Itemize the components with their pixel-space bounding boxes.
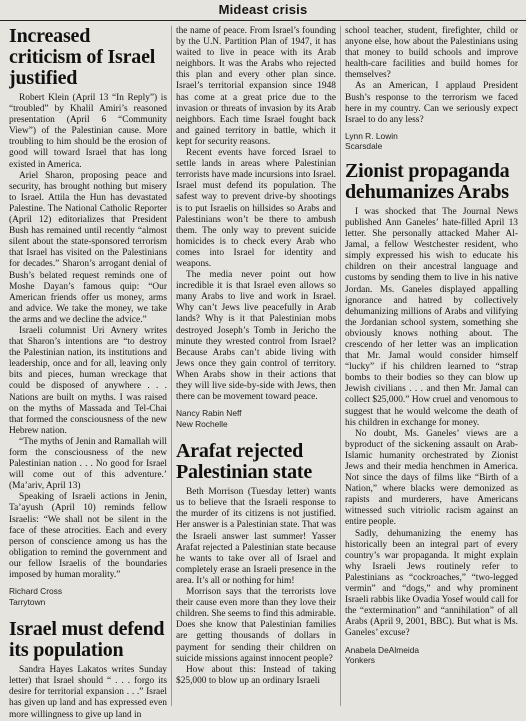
letter-paragraph: Sandra Hayes Lakatos writes Sunday letter) that Israel should “ . . . forgo its desire for territorial expansion . . .” Israel has given up land and has expressed even more willingness to give up land in (9, 665, 167, 720)
section-header (0, 0, 526, 21)
letter-paragraph: “The myths of Jenin and Ramallah will form the consciousness of the new Palestinian nation . . . No good for Israel will come out of this adventure.’ (Ma’ariv, April 13) (9, 436, 167, 492)
column-2 (176, 26, 336, 687)
column-divider (340, 26, 341, 706)
letter-paragraph: Ariel Sharon, proposing peace and security, has brought nothing but misery to Israel. Attila the Hun has devastated Palestine. The National Catholic Reporter (April 12) editorializes that President Bush has remained until recently “almost silent about the state-sponsored terrorism that Israel has visited on the Palestinians for decades.” Sharon’s arrogant denial of Bush’s belated request reminds one of Moshe Dayan’s famous quip: “Our American friends offer us money, arms and advice. We take the money, we take the arms and we decline the advice.” (9, 170, 167, 325)
author-name: Anabela DeAlmeida (345, 644, 420, 655)
letter-paragraph: Morrison says that the terrorists love their cause even more than they love their children. She seems to find this admirable. Does she know that Palestinian families are getting thousands of dollars in payment for sending their children on suicide missions against innocent people? (176, 587, 336, 664)
column-divider (171, 26, 172, 706)
letter-paragraph: Sadly, dehumanizing the enemy has historically been an integral part of every country’s war propaganda. It might explain why Israeli Jews routinely refer to Palestinians as “cockroaches,” “two-legged vermin” and “dogs,” and why prominent Israeli rabbis like Ovadia Yosef would call for the “extermination” and “annihilation” of all Arabs (April 9, 2001, BBC). But what is Ms. Ganeles’ excuse? (345, 528, 518, 639)
letter-paragraph: Beth Morrison (Tuesday letter) wants us to believe that the Israeli response to the murder of its citizens is not justified. Her answer is a Palestinian state. That was the Israeli answer last summer! Yasser Arafat rejected a Palestinian state because he wants to take over all of Israel and completely erase an Israeli presence in the area. It’s all or nothing for him! (176, 487, 336, 586)
letter-paragraph: How about this: Instead of taking $25,000 to blow up an ordinary Israeli (176, 664, 336, 686)
letter-zionist-propaganda (345, 161, 518, 666)
letter-paragraph: Israeli columnist Uri Avnery writes that Sharon’s intentions are “to destroy the Palestinian nation, its institutions and leadership, once and for all, leaving only bits and pieces, human wreckage that could be disposed of anywhere . . . Nations are built on myths. I was raised on the myths of Massada and Tel-Chai that formed the consciousness of the new Hebrew nation. (9, 325, 167, 436)
letter-headline: Zionist propaganda dehumanizes Arabs (345, 159, 510, 203)
column-1 (9, 26, 167, 721)
letter-paragraph: I was shocked that The Journal News published Ann Ganeles’ hate-filled April 13 letter. She personally attacked Maher Al-Jamal, a fellow Westchester resident, who simply expressed his wish to educate his children on their ancestral language and customs by sending them to live in his native Jordan. Ms. Ganeles displayed appalling ignorance and hatred by collectively dehumanizing millions of Arabs and vilifying the Jordanian school system, something she obviously knows nothing about. The crescendo of her letter was an implication that Mr. Jamal would consider himself “lucky” if his children learned to “strap bombs to their bodies so they can blow up Jewish civilians . . . and then Mr. Jamal can collect $25,000.” How cruel and venomous to suggest that he would welcome the death of his children in exchange for money. (345, 206, 518, 428)
letter-paragraph: Robert Klein (April 13 “In Reply”) is “troubled” by Khalil Amiri’s reasoned presentation (April 6 “Community View”) of the Palestinian cause. More troubling to him should be the erosion of good will toward Israel that has long existed in America. (9, 93, 167, 170)
column-3 (345, 26, 518, 666)
letter-paragraph: The media never point out how incredible it is that Israel even allows so many Arabs to live and work in Israel. Why can’t Jews live peacefully in Arab lands? Why is it that Palestinian mobs destroyed Joseph’s Tomb in Jericho the minute they wrested control from Israel? Because Arabs can’t abide living with Jews once they gain control of territory. When Arabs show in their actions that they will live side-by-side with Jews, then there can be movement toward peace. (176, 270, 336, 403)
letter-paragraph: school teacher, student, firefighter, child or anyone else, how about the Palestinians using that money to build schools and improve health-care facilities and build homes for themselves? (345, 26, 518, 81)
letter-arafat-rejected (176, 441, 336, 687)
letter-paragraph: Recent events have forced Israel to settle lands in areas where Palestinian terrorists have made incursions into Israel. Israel must defend its population. The safest way to prevent drive-by shootings is to put Israelis on hillsides so Arabs and Palestinians won’t be there to ambush them. The only way to prevent suicide homicides is to check every Arab who comes into Israel for identity and weapons. (176, 148, 336, 269)
author-town: Tarrytown (9, 596, 46, 607)
section-title: Mideast crisis (218, 2, 308, 17)
author-town: Yonkers (345, 655, 375, 665)
letter-continuation (176, 26, 336, 429)
letter-continuation (345, 26, 518, 152)
letter-headline: Arafat rejected Palestinian state (176, 440, 313, 484)
author-name: Lynn R. Lowin (345, 130, 398, 141)
letter-paragraph: No doubt, Ms. Ganeles’ views are a byproduct of the sickening assault on Arab-Islamic humanity orchestrated by Zionist Jews and their media henchmen in America. Not since the days of films like “Birth of a Nation,” where blacks were demonized as rapists and murderers, have Americans witnessed such vitriolic racism against an entire people. (345, 428, 518, 528)
letter-paragraph: the name of peace. From Israel’s founding by the U.N. Partition Plan of 1947, it has waited to live in peace with its Arab neighbors. It was the Arabs who rejected this plan and every other plan since. Israel’s territorial expansion since 1948 has come at a great price due to the invasion or threats of invasion by its Arab neighbors. Each time Israel fought back and gained territory in battle, which it kept for security reasons. (176, 26, 336, 147)
letter-increased-criticism (9, 26, 167, 607)
author-name: Richard Cross (9, 586, 63, 597)
letter-headline: Increased criticism of Israel justified (9, 26, 156, 89)
author-town: New Rochelle (176, 418, 228, 429)
letter-paragraph: As an American, I applaud President Bush’s response to the terrorism we faced here in my country. Can we seriously expect Israel to do any less? (345, 81, 518, 125)
letter-paragraph: Speaking of Israeli actions in Jenin, Ta’ayush (April 10) reminds fellow Israelis: “We shall not be silent in the face of these atrocities. Each and every person of conscience among us has the obligation to remind the government and our fellow Israelis of the boundaries imposed by human morality.” (9, 492, 167, 581)
author-town: Scarsdale (345, 141, 383, 152)
author-name: Nancy Rabin Neff (176, 408, 242, 419)
letter-israel-must-defend (9, 619, 167, 720)
letter-headline: Israel must defend its population (9, 618, 165, 662)
